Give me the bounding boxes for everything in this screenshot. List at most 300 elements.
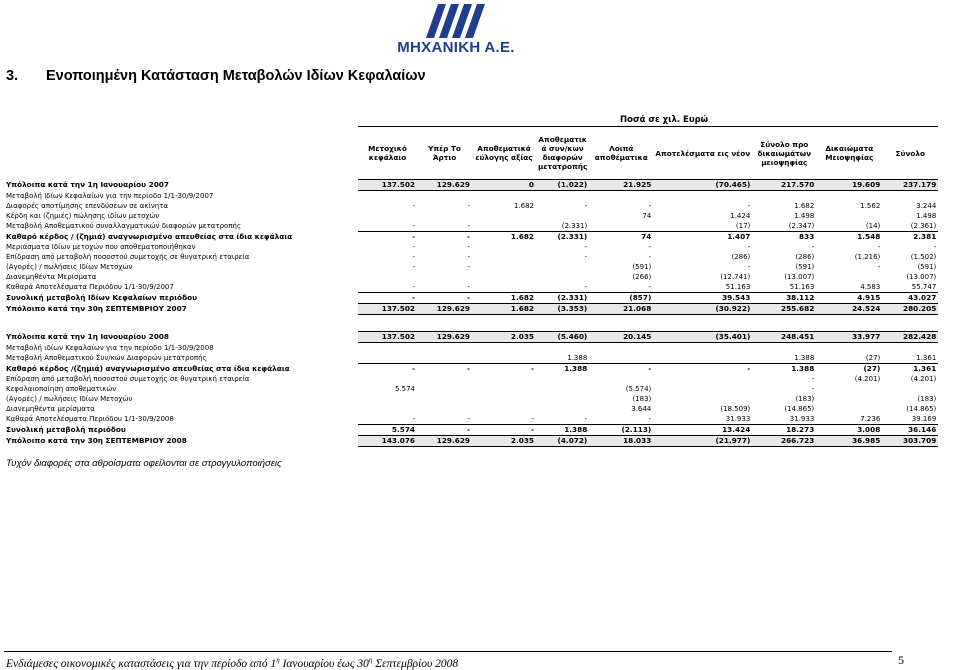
cell-value xyxy=(882,191,938,202)
cell-value: 21.068 xyxy=(589,304,653,315)
cell-value: (4.201) xyxy=(854,375,881,383)
cell-value: (14.865) xyxy=(906,405,937,413)
section-number: 3. xyxy=(6,68,19,84)
table-row xyxy=(4,425,938,436)
cell-value: (12.741) xyxy=(720,273,751,281)
company-logo xyxy=(388,4,524,56)
logo-mark-icon xyxy=(426,4,486,38)
cell-value: 217.570 xyxy=(752,180,816,191)
cell-value: - xyxy=(584,415,588,423)
cell-value xyxy=(472,343,536,354)
cell-value: - xyxy=(584,253,588,261)
cell-value: 1.682 xyxy=(513,202,534,210)
cell-value: 2.381 xyxy=(882,232,938,243)
footer-rule xyxy=(4,651,892,652)
cell-value: 1.388 xyxy=(752,364,816,375)
row-label: Μεριάσματα Ιδίων μετοχών που αποθεματοποιήθηκαν xyxy=(6,243,196,251)
cell-value: (30.922) xyxy=(653,304,752,315)
cell-value xyxy=(752,315,816,332)
cell-value: (27) xyxy=(865,354,881,362)
cell-value: 74 xyxy=(642,212,652,220)
cell-value: - xyxy=(472,425,536,436)
cell-value: - xyxy=(877,243,881,251)
cell-value xyxy=(536,343,589,354)
company-name: ΜΗΧΑΝΙΚΗ Α.Ε. xyxy=(397,39,515,56)
cell-value: - xyxy=(584,283,588,291)
cell-value xyxy=(589,374,653,384)
table-row xyxy=(4,180,938,191)
cell-value: - xyxy=(417,293,472,304)
cell-value xyxy=(752,343,816,354)
cell-value xyxy=(472,211,536,221)
cell-value: 18.033 xyxy=(589,436,653,447)
cell-value: 51.163 xyxy=(789,283,815,291)
cell-value xyxy=(472,272,536,282)
cell-value xyxy=(589,353,653,364)
footer-sup: η xyxy=(368,656,373,664)
cell-value: 237.179 xyxy=(882,180,938,191)
cell-value xyxy=(589,191,653,202)
cell-value: 1.498 xyxy=(794,212,815,220)
cell-value: 143.076 xyxy=(358,436,417,447)
cell-value xyxy=(882,343,938,354)
cell-value: 20.145 xyxy=(589,332,653,343)
cell-value xyxy=(472,191,536,202)
cell-value xyxy=(472,282,536,293)
cell-value: (1.502) xyxy=(910,253,937,261)
cell-value: (2.361) xyxy=(910,222,937,230)
cell-value: - xyxy=(417,425,472,436)
cell-value: (18.509) xyxy=(720,405,751,413)
cell-value: - xyxy=(653,364,752,375)
cell-value xyxy=(417,343,472,354)
cell-value: (21.977) xyxy=(653,436,752,447)
table-row xyxy=(4,191,938,202)
cell-value xyxy=(358,211,417,221)
row-label: Διαφορές αποτίμησης επενδύσεων σε ακίνητα xyxy=(6,202,168,210)
cell-value: - xyxy=(648,202,652,210)
table-header-row xyxy=(4,127,938,180)
cell-value: - xyxy=(412,243,415,251)
cell-value: 38.112 xyxy=(752,293,816,304)
cell-value xyxy=(816,343,882,354)
cell-value: (3.353) xyxy=(536,304,589,315)
rounding-note: Τυχόν διαφορές στα αθροίσματα οφείλονται σε στρογγυλοποιήσεις xyxy=(6,458,282,469)
cell-value: (13.007) xyxy=(784,273,815,281)
cell-value: - xyxy=(933,243,937,251)
cell-value xyxy=(358,315,417,332)
cell-value: (4.072) xyxy=(536,436,589,447)
table-row xyxy=(4,436,938,447)
cell-value: 31.933 xyxy=(789,415,815,423)
cell-value xyxy=(536,272,589,282)
cell-value xyxy=(653,353,752,364)
cell-value xyxy=(417,211,472,221)
table-row xyxy=(4,232,938,243)
cell-value xyxy=(358,191,417,202)
cell-value: (2.331) xyxy=(536,232,589,243)
cell-value: - xyxy=(467,253,470,261)
cell-value: - xyxy=(467,283,470,291)
cell-value: 1.361 xyxy=(882,364,938,375)
cell-value: - xyxy=(467,415,470,423)
cell-value xyxy=(472,221,536,232)
cell-value: - xyxy=(589,364,653,375)
footer-part: Ενδιάμεσες οικονομικές καταστάσεις για την περίοδο από 1 xyxy=(6,657,277,670)
cell-value: - xyxy=(747,243,751,251)
table-row xyxy=(4,282,938,293)
cell-value: 18.273 xyxy=(752,425,816,436)
row-label: Μεταβολή Ιδίων Κεφαλαίων για την περίοδο 1/1-30/9/2007 xyxy=(6,191,214,200)
cell-value xyxy=(589,315,653,332)
row-label: Μεταβολή ιδίων Κεφαλαίων για την περίοδο 1/1-30/9/2008 xyxy=(6,343,214,352)
cell-value xyxy=(816,394,882,404)
cell-value: (183) xyxy=(632,395,652,403)
cell-value xyxy=(472,262,536,272)
cell-value: (2.347) xyxy=(788,222,815,230)
cell-value: 1.548 xyxy=(816,232,882,243)
table-row xyxy=(4,304,938,315)
cell-value xyxy=(816,384,882,394)
cell-value xyxy=(358,394,417,404)
cell-value: 1.407 xyxy=(653,232,752,243)
cell-value xyxy=(536,211,589,221)
cell-value: - xyxy=(412,222,415,230)
cell-value xyxy=(417,353,472,364)
cell-value: 1.498 xyxy=(916,212,937,220)
cell-value: 24.524 xyxy=(816,304,882,315)
cell-value: 36.146 xyxy=(882,425,938,436)
row-label: Διανεμηθέντα Μερίσματα xyxy=(6,273,97,281)
row-label xyxy=(4,315,358,332)
cell-value: 43.027 xyxy=(882,293,938,304)
table-row xyxy=(4,262,938,272)
table-row xyxy=(4,272,938,282)
table-row xyxy=(4,394,938,404)
cell-value xyxy=(816,272,882,282)
cell-value: (591) xyxy=(917,263,937,271)
cell-value: (14.865) xyxy=(784,405,815,413)
cell-value: 7.236 xyxy=(860,415,881,423)
cell-value: (35.401) xyxy=(653,332,752,343)
cell-value: 1.682 xyxy=(472,232,536,243)
cell-value: 33.977 xyxy=(816,332,882,343)
cell-value: 255.682 xyxy=(752,304,816,315)
cell-value xyxy=(358,353,417,364)
cell-value xyxy=(653,343,752,354)
cell-value: 13.424 xyxy=(653,425,752,436)
cell-value xyxy=(417,315,472,332)
cell-value: (183) xyxy=(917,395,937,403)
cell-value xyxy=(816,211,882,221)
cell-value xyxy=(472,252,536,262)
cell-value xyxy=(472,242,536,252)
cell-value: - xyxy=(412,415,415,423)
table-row xyxy=(4,343,938,354)
cell-value xyxy=(536,394,589,404)
cell-value: - xyxy=(811,243,815,251)
footer-text xyxy=(6,656,458,670)
cell-value: 3.008 xyxy=(816,425,882,436)
table-row xyxy=(4,211,938,221)
cell-value: - xyxy=(412,283,415,291)
cell-value: - xyxy=(584,243,588,251)
row-label: Μεταβολή Αποθεματικού Συν/κών Διαφορών μετατροπής xyxy=(6,354,207,363)
cell-value: (2.331) xyxy=(536,293,589,304)
table-row xyxy=(4,252,938,262)
cell-value: (286) xyxy=(731,253,751,261)
row-label: Κέρδη και (ζημιές) πώλησης ιδίων μετοχών xyxy=(6,212,160,220)
cell-value: - xyxy=(358,364,417,375)
cell-value xyxy=(472,384,536,394)
cell-value: 1.388 xyxy=(536,425,589,436)
cell-value: - xyxy=(747,263,751,271)
row-label: Καθαρό κέρδος /(ζημιά) αναγνωρισμένο απευθείας στα ίδια κεφάλαια xyxy=(6,363,290,373)
cell-value: (4.201) xyxy=(910,375,937,383)
cell-value: 1.682 xyxy=(472,293,536,304)
cell-value: 31.933 xyxy=(725,415,751,423)
cell-value xyxy=(653,374,752,384)
cell-value xyxy=(358,343,417,354)
cell-value xyxy=(358,374,417,384)
cell-value: 74 xyxy=(589,232,653,243)
cell-value xyxy=(358,404,417,414)
cell-value: - xyxy=(747,202,751,210)
cell-value: 129.629 xyxy=(417,180,472,191)
row-label: Επίδραση από μεταβολή ποσοστού συμετοχής σε θυγατρική εταιρεία xyxy=(6,253,250,261)
cell-value xyxy=(536,374,589,384)
cell-value: - xyxy=(417,364,472,375)
cell-value: 248.451 xyxy=(752,332,816,343)
cell-value xyxy=(536,315,589,332)
table-row xyxy=(4,414,938,425)
cell-value: - xyxy=(467,243,470,251)
cell-value: - xyxy=(412,202,415,210)
cell-value: (1.022) xyxy=(536,180,589,191)
cell-value: - xyxy=(358,232,417,243)
row-label: Διανεμηθέντα μερίσματα xyxy=(6,405,95,413)
cell-value: 19.609 xyxy=(816,180,882,191)
spacer-row xyxy=(4,315,938,332)
cell-value: 137.502 xyxy=(358,180,417,191)
cell-value: - xyxy=(648,243,652,251)
column-header: Δικαιώματα Μειοψηφίας xyxy=(816,127,882,180)
footer-part: Ιανουαρίου έως 30 xyxy=(279,657,369,670)
cell-value: - xyxy=(358,293,417,304)
equity-changes-table xyxy=(4,126,938,447)
cell-value xyxy=(816,315,882,332)
cell-value: 1.388 xyxy=(536,364,589,375)
cell-value: - xyxy=(417,232,472,243)
cell-value: 1.682 xyxy=(794,202,815,210)
row-label: Υπόλοιπα κατά την 1η Ιανουαρίου 2007 xyxy=(4,180,358,191)
cell-value: 833 xyxy=(752,232,816,243)
cell-value: (5.574) xyxy=(625,385,652,393)
column-header: Μετοχικό κεφάλαιο xyxy=(358,127,417,180)
cell-value: 21.925 xyxy=(589,180,653,191)
cell-value: 51.163 xyxy=(725,283,751,291)
row-label: Συνολική μεταβολή Ιδίων Κεφαλαίων περιόδου xyxy=(6,293,198,302)
cell-value xyxy=(653,394,752,404)
cell-value: (27) xyxy=(816,364,882,375)
cell-value: 55.747 xyxy=(911,283,937,291)
section-title: Ενοποιημένη Κατάσταση Μεταβολών Ιδίων Κεφαλαίων xyxy=(46,68,426,84)
cell-value xyxy=(589,343,653,354)
unit-note: Ποσά σε χιλ. Ευρώ xyxy=(620,115,709,125)
row-label: Υπόλοιπο κατά την 30η ΣΕΠΤΕΜΒΡΙΟΥ 2007 xyxy=(4,304,358,315)
cell-value: (1.216) xyxy=(854,253,881,261)
cell-value: (17) xyxy=(735,222,751,230)
cell-value: 36.985 xyxy=(816,436,882,447)
cell-value: - xyxy=(584,202,588,210)
cell-value: (14) xyxy=(865,222,881,230)
cell-value: 129.629 xyxy=(417,304,472,315)
column-header: Αποτελέσματα εις νέον xyxy=(653,127,752,180)
cell-value: 129.629 xyxy=(417,436,472,447)
cell-value: (591) xyxy=(795,263,815,271)
cell-value xyxy=(536,404,589,414)
column-header: Υπέρ Το Άρτιο xyxy=(417,127,472,180)
column-header: Αποθεματικ ά συν/κων διαφορών μετατροπής xyxy=(536,127,589,180)
cell-value xyxy=(358,272,417,282)
cell-value xyxy=(472,394,536,404)
table-row xyxy=(4,364,938,375)
cell-value xyxy=(653,315,752,332)
cell-value: 1.361 xyxy=(916,354,937,362)
cell-value xyxy=(752,191,816,202)
cell-value: - xyxy=(467,263,470,271)
column-header: Σύνολο προ δικαιωμάτων μειοψηφίας xyxy=(752,127,816,180)
cell-value: 0 xyxy=(472,180,536,191)
cell-value xyxy=(536,384,589,394)
row-label: Υπόλοιπα κατά την 1η Ιανουαρίου 2008 xyxy=(4,332,358,343)
cell-value xyxy=(653,384,752,394)
cell-value: - xyxy=(412,263,415,271)
table-row xyxy=(4,242,938,252)
cell-value: 266.723 xyxy=(752,436,816,447)
cell-value xyxy=(472,374,536,384)
cell-value: 303.709 xyxy=(882,436,938,447)
cell-value: - xyxy=(811,375,815,383)
cell-value: 1.388 xyxy=(794,354,815,362)
table-row xyxy=(4,374,938,384)
row-label: Καθαρό κέρδος / (ζημιά) αναγνωρισμένο απευθείας στα ίδια κεφάλαια xyxy=(6,231,293,241)
cell-value: 1.388 xyxy=(567,354,588,362)
cell-value: 3.644 xyxy=(631,405,652,413)
cell-value: (2.113) xyxy=(589,425,653,436)
row-label: Καθαρά Αποτελέσματα Περιόδου 1/1-30/9/2008 xyxy=(6,415,174,424)
cell-value: 282.428 xyxy=(882,332,938,343)
footer-part: Σεπτεμβρίου 2008 xyxy=(372,657,459,670)
cell-value xyxy=(882,315,938,332)
row-label: Καθαρά Αποτελέσματα Περιόδου 1/1-30/9/2007 xyxy=(6,283,174,292)
cell-value: (13.007) xyxy=(906,273,937,281)
column-header: Αποθεματικά εύλογης αξίας xyxy=(472,127,536,180)
cell-value xyxy=(653,191,752,202)
cell-value xyxy=(816,404,882,414)
cell-value: - xyxy=(648,283,652,291)
cell-value xyxy=(417,384,472,394)
cell-value xyxy=(882,384,938,394)
row-label: Κεφαλαιοποίηση αποθεματικών xyxy=(6,385,117,393)
table-row xyxy=(4,353,938,364)
cell-value: 4.583 xyxy=(860,283,881,291)
cell-value: - xyxy=(811,385,815,393)
cell-value: 5.574 xyxy=(358,425,417,436)
cell-value xyxy=(536,191,589,202)
cell-value xyxy=(472,315,536,332)
row-label: (Αγορές) / πωλήσεις Ιδίων Μετοχών xyxy=(6,395,133,403)
cell-value xyxy=(417,394,472,404)
cell-value xyxy=(417,272,472,282)
cell-value xyxy=(472,353,536,364)
cell-value: 39.169 xyxy=(911,415,937,423)
row-label: Μεταβολή Αποθεματικού συναλλαγματικών διαφορών μετατροπής xyxy=(6,222,242,231)
cell-value: 5.574 xyxy=(394,385,415,393)
cell-value: - xyxy=(877,263,881,271)
footer-sup: η xyxy=(276,656,280,664)
cell-value xyxy=(417,191,472,202)
cell-value: - xyxy=(412,253,415,261)
cell-value: - xyxy=(467,202,470,210)
cell-value: (286) xyxy=(795,253,815,261)
cell-value xyxy=(816,191,882,202)
cell-value: 1.424 xyxy=(730,212,751,220)
cell-value xyxy=(417,404,472,414)
table-row xyxy=(4,201,938,211)
column-header: Σύνολο xyxy=(882,127,938,180)
row-label: (Αγορές) / πωλήσεις Ιδίων Μετοχών xyxy=(6,263,133,271)
table-row xyxy=(4,384,938,394)
table-row xyxy=(4,293,938,304)
cell-value: 1.562 xyxy=(860,202,881,210)
cell-value: 137.502 xyxy=(358,304,417,315)
column-header: Λοιπά αποθέματικα xyxy=(589,127,653,180)
cell-value: (857) xyxy=(589,293,653,304)
row-label: Υπόλοιπο κατά την 30η ΣΕΠΤΕΜΒΡΙΟΥ 2008 xyxy=(4,436,358,447)
cell-value: (591) xyxy=(632,263,652,271)
cell-value: 4.915 xyxy=(816,293,882,304)
cell-value: (266) xyxy=(632,273,652,281)
row-label: Επίδραση από μεταβολή ποσοστού συμετοχής σε θυγατρική εταιρεία xyxy=(6,375,250,383)
cell-value: - xyxy=(648,253,652,261)
cell-value: (5.460) xyxy=(536,332,589,343)
cell-value: (70.465) xyxy=(653,180,752,191)
cell-value: - xyxy=(531,415,534,423)
table-row xyxy=(4,332,938,343)
cell-value: 137.502 xyxy=(358,332,417,343)
page-number: 5 xyxy=(898,653,904,667)
row-label: Συνολική μεταβολή περιόδου xyxy=(6,425,126,434)
cell-value: - xyxy=(648,415,652,423)
cell-value: 1.682 xyxy=(472,304,536,315)
section-heading xyxy=(6,68,426,84)
cell-value: 39.543 xyxy=(653,293,752,304)
cell-value: 3.244 xyxy=(916,202,937,210)
cell-value: 2.035 xyxy=(472,332,536,343)
cell-value xyxy=(417,374,472,384)
cell-value xyxy=(472,404,536,414)
cell-value xyxy=(536,262,589,272)
cell-value: (183) xyxy=(795,395,815,403)
cell-value: - xyxy=(467,222,470,230)
cell-value: - xyxy=(472,364,536,375)
header-spacer xyxy=(4,127,358,180)
cell-value xyxy=(589,221,653,232)
table-row xyxy=(4,404,938,414)
cell-value: 129.629 xyxy=(417,332,472,343)
table-row xyxy=(4,221,938,232)
